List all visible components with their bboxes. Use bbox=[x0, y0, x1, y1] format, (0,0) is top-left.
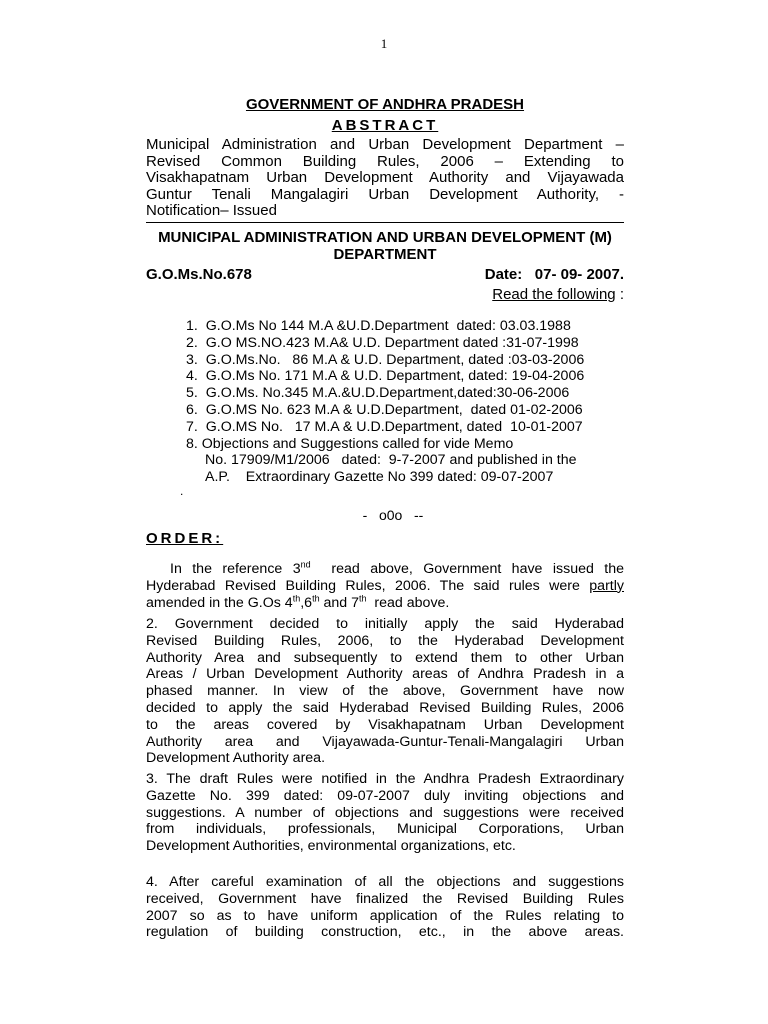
paragraph-line: 2. Government decided to initially apply the said Hyderabad bbox=[146, 616, 624, 632]
reference-item: 4. G.O.Ms No. 171 M.A & U.D. Department, dated: 19-04-2006 bbox=[186, 368, 585, 385]
read-following-label: Read the following bbox=[492, 286, 616, 303]
reference-item: 5. G.O.Ms. No.345 M.A.&U.D.Department,dated:30-06-2006 bbox=[186, 385, 570, 402]
reference-item: 2. G.O MS.NO.423 M.A& U.D. Department dated :31-07-1998 bbox=[186, 334, 579, 351]
order-heading: ORDER: bbox=[146, 530, 224, 547]
go-date: Date: 07- 09- 2007. bbox=[484, 266, 624, 283]
paragraph-line: phased manner. In view of the above, Government have now bbox=[146, 683, 624, 700]
go-row bbox=[146, 266, 624, 283]
department-line: MUNICIPAL ADMINISTRATION AND URBAN DEVELOPMENT (M) bbox=[158, 229, 612, 246]
subject-line: Municipal Administration and Urban Development Department – bbox=[146, 136, 624, 153]
paragraph-line: decided to apply the said Hyderabad Revised Building Rules, 2006 bbox=[146, 699, 624, 716]
government-heading: GOVERNMENT OF ANDHRA PRADESH bbox=[245, 96, 525, 113]
paragraph-line: regulation of building construction, etc., in the above areas. bbox=[146, 924, 624, 941]
paragraph-line: Authority area and Vijayawada-Guntur-Tenali-Mangalagiri Urban bbox=[146, 733, 624, 750]
paragraph-line bbox=[146, 592, 624, 612]
text-run: Hyderabad Revised Building Rules, 2006. The said rules were bbox=[146, 577, 590, 594]
subject-line: Visakhapatnam Urban Development Authority and Vijayawada bbox=[146, 169, 624, 187]
superscript: th bbox=[359, 592, 367, 603]
underlined-text: partly bbox=[589, 577, 624, 594]
text-run: amended in the G.Os 4 bbox=[146, 594, 293, 611]
text-run: read above. bbox=[366, 594, 450, 611]
superscript: nd bbox=[300, 559, 311, 570]
reference-item: 8. Objections and Suggestions called for vide Memo bbox=[186, 435, 514, 452]
department-line: DEPARTMENT bbox=[333, 246, 437, 263]
paragraph-line: 3. The draft Rules were notified in the Andhra Pradesh Extraordinary bbox=[146, 771, 624, 787]
paragraph-line bbox=[146, 561, 624, 578]
reference-item: 1. G.O.Ms No 144 M.A &U.D.Department dated: 03.03.1988 bbox=[186, 318, 571, 334]
reference-item: A.P. Extraordinary Gazette No 399 dated: 09-07-2007 bbox=[205, 469, 554, 486]
paragraph-1 bbox=[146, 561, 624, 611]
superscript: th bbox=[292, 592, 301, 603]
paragraph-3 bbox=[146, 771, 624, 855]
paragraph-line: from individuals, professionals, Municipal Corporations, Urban bbox=[146, 821, 624, 838]
text-run: and 7 bbox=[319, 594, 360, 611]
read-following-suffix: : bbox=[615, 286, 624, 303]
superscript: th bbox=[312, 592, 320, 603]
reference-item: No. 17909/M1/2006 dated: 9-7-2007 and published in the bbox=[205, 452, 577, 469]
text-run: In the reference 3 bbox=[170, 561, 301, 577]
subject-block bbox=[146, 137, 624, 220]
stray-dot: . bbox=[180, 484, 184, 498]
paragraph-line: Gazette No. 399 dated: 09-07-2007 duly inviting objections and bbox=[146, 787, 624, 804]
paragraph-line: to the areas covered by Visakhapatnam Urban Development bbox=[146, 716, 624, 733]
paragraph-line: 2007 so as to have uniform application of the Rules relating to bbox=[146, 907, 624, 924]
paragraph-2 bbox=[146, 616, 624, 767]
paragraph-4 bbox=[146, 874, 624, 941]
reference-item: 6. G.O.MS No. 623 M.A & U.D.Department, dated 01-02-2006 bbox=[186, 401, 583, 418]
subject-line: Revised Common Building Rules, 2006 – Extending to bbox=[146, 152, 624, 170]
abstract-heading: ABSTRACT bbox=[331, 117, 439, 134]
reference-item: 7. G.O.MS No. 17 M.A & U.D.Department, dated 10-01-2007 bbox=[186, 418, 583, 435]
paragraph-line: Development Authorities, environmental organizations, etc. bbox=[146, 838, 516, 855]
text-run: read above, Government have issued the bbox=[310, 561, 624, 577]
department-heading bbox=[146, 229, 624, 263]
horizontal-rule bbox=[146, 222, 624, 223]
paragraph-line: suggestions. A number of objections and suggestions were received bbox=[146, 804, 624, 821]
paragraph-line: received, Government have finalized the Revised Building Rules bbox=[146, 890, 624, 907]
read-following bbox=[146, 286, 624, 303]
paragraph-line: Revised Building Rules, 2006, to the Hyderabad Development bbox=[146, 632, 624, 649]
paragraph-line bbox=[146, 578, 624, 595]
reference-list bbox=[186, 318, 626, 486]
separator: - o0o -- bbox=[362, 507, 424, 523]
paragraph-line: 4. After careful examination of all the objections and suggestions bbox=[146, 874, 624, 890]
text-run: ,6 bbox=[300, 594, 313, 611]
paragraph-line: Areas / Urban Development Authority areas of Andhra Pradesh in a bbox=[146, 666, 624, 683]
paragraph-line: Authority Area and subsequently to extend them to other Urban bbox=[146, 649, 624, 666]
page-number: 1 bbox=[380, 36, 388, 51]
paragraph-line: Development Authority area. bbox=[146, 750, 326, 767]
go-number: G.O.Ms.No.678 bbox=[146, 266, 252, 283]
subject-line: Guntur Tenali Mangalagiri Urban Development Authority, - bbox=[146, 185, 624, 203]
subject-line: Notification– Issued bbox=[146, 202, 277, 220]
reference-item: 3. G.O.Ms.No. 86 M.A & U.D. Department, dated :03-03-2006 bbox=[186, 351, 585, 368]
